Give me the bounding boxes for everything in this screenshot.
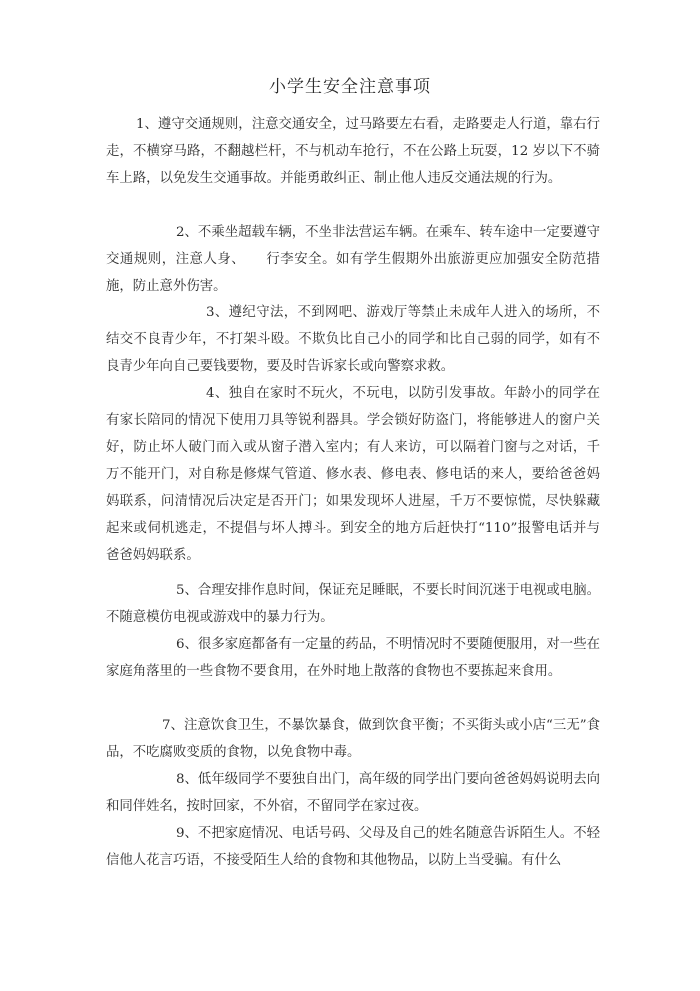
document-title: 小学生安全注意事项 (269, 77, 431, 97)
paragraph-food-hygiene: 7、注意饮食卫生，不暴饮暴食，做到饮食平衡；不买街头或小店“三无”食品，不吃腐败变质的食物，以免食物中毒。 (106, 718, 600, 760)
paragraph-vehicle-safety: 2、不乘坐超载车辆，不坐非法营运车辆。在乘车、转车途中一定要遵守交通规则，注意人身、 行李安全。如有学生假期外出旅游更应加强安全防范措施，防止意外伤害。 (106, 225, 600, 294)
paragraph-rest-schedule: 5、合理安排作息时间，保证充足睡眠，不要长时间沉迷于电视或电脑。不随意模仿电视或游戏中的暴力行为。 (106, 583, 600, 625)
paragraph-going-out: 8、低年级同学不要独自出门，高年级的同学出门要向爸爸妈妈说明去向和同伴姓名，按时回家，不外宿，不留同学在家过夜。 (106, 772, 600, 814)
paragraph-home-alone: 4、独自在家时不玩火，不玩电，以防引发事故。年龄小的同学在有家长陪同的情况下使用刀具等锐利器具。学会锁好防盗门，将能够进人的窗户关好，防止坏人破门而入或从窗子潜入室内；有人来访，可以隔着门窗与之对话，千万不能开门，对自称是修煤气管道、修水表、修电表、修电话的来人，要给爸爸妈妈联系，问清情况后决定是否开门；如果发现坏人进屋，千万不要惊慌，尽快躲藏起来或伺机逃走，不提倡与坏人搏斗。到安全的地方后赶快打“110”报警电话并与爸爸妈妈联系。 (106, 386, 600, 563)
paragraph-traffic-rules: 1、遵守交通规则，注意交通安全，过马路要左右看，走路要走人行道，靠右行走，不横穿马路，不翻越栏杆，不与机动车抢行，不在公路上玩耍，12 岁以下不骑车上路，以免发生交通事故。并能勇敢纠正、制止他人违反交通法规的行为。 (106, 117, 600, 186)
paragraph-law-abiding: 3、遵纪守法，不到网吧、游戏厅等禁止未成年人进入的场所，不结交不良青少年，不打架斗殴。不欺负比自己小的同学和比自己弱的同学，如有不良青少年向自己要钱要物，要及时告诉家长或向警察求救。 (106, 305, 600, 374)
paragraph-strangers: 9、不把家庭情况、电话号码、父母及自己的姓名随意告诉陌生人。不轻信他人花言巧语，不接受陌生人给的食物和其他物品，以防上当受骗。有什么 (106, 826, 600, 868)
paragraph-medicine: 6、很多家庭都备有一定量的药品，不明情况时不要随便服用，对一些在家庭角落里的一些食物不要食用，在外时地上散落的食物也不要拣起来食用。 (106, 637, 600, 679)
